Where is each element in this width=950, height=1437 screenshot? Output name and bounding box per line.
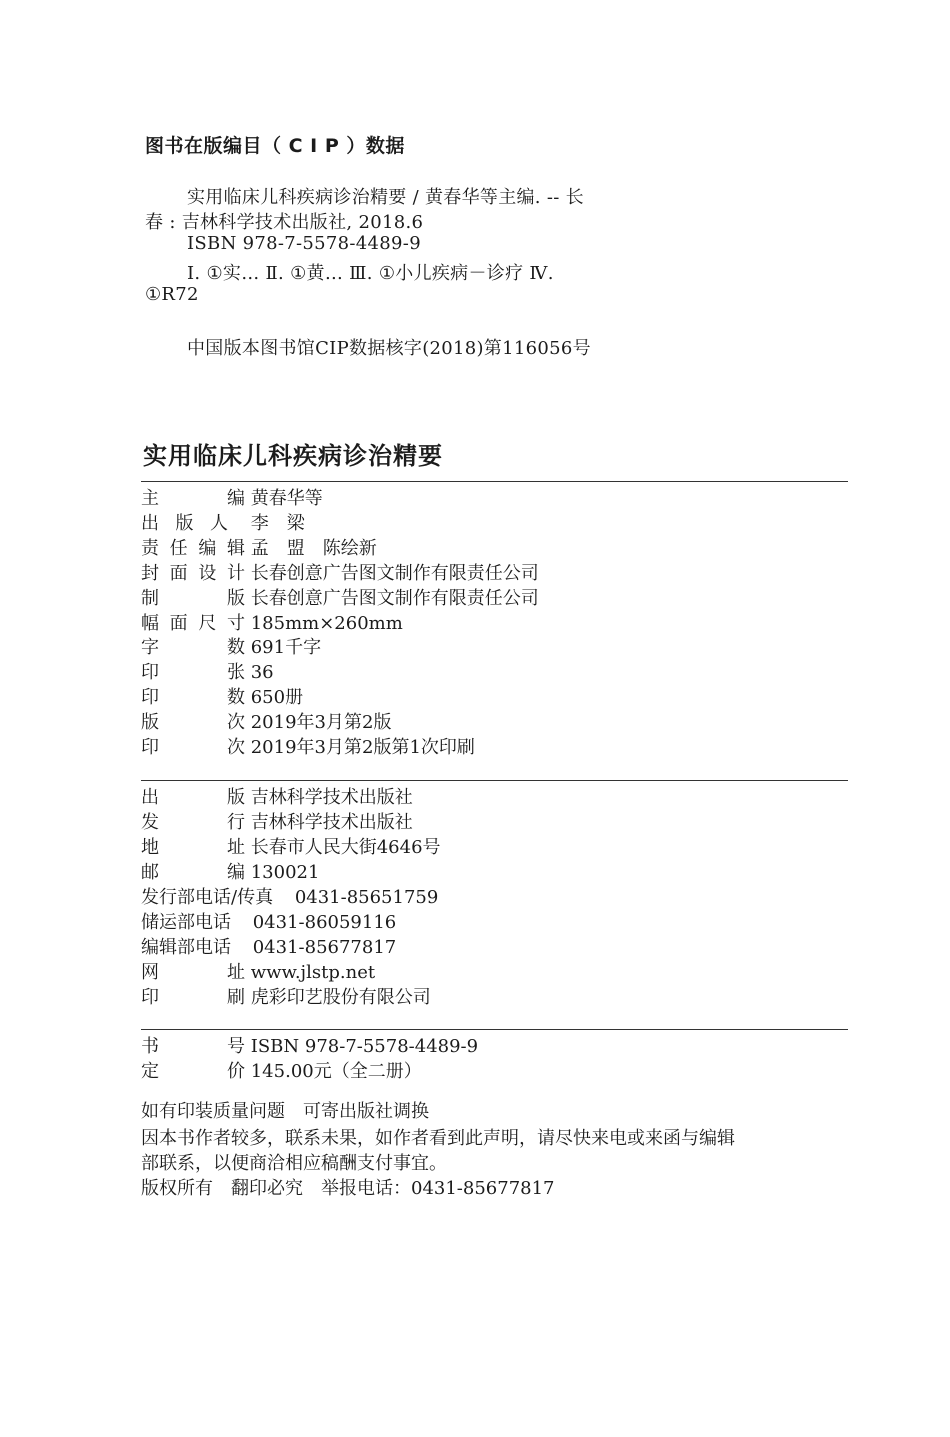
info-label: 编辑部电话 — [141, 937, 231, 958]
notice-copyright — [141, 1177, 555, 1201]
pub-row-distributor — [141, 811, 413, 835]
cip-line-5: ①R72 — [145, 284, 199, 305]
info-value: 黄春华等 — [250, 488, 323, 509]
website-link: www.jlstp.net — [250, 962, 376, 983]
pub-row-storage-phone — [141, 911, 396, 935]
notice-quality — [141, 1100, 429, 1124]
info-label: 出版人 — [141, 513, 228, 534]
info-label: 责任编辑 — [141, 538, 245, 559]
notice-authors-cont: 部联系，以便商洽相应稿酬支付事宜。 — [141, 1153, 447, 1174]
info-label: 发行 — [141, 812, 245, 833]
cip-line-4: Ⅰ. ①实… Ⅱ. ①黄… Ⅲ. ①小儿疾病－诊疗 Ⅳ. — [187, 263, 554, 284]
info-value: 691千字 — [250, 637, 322, 658]
info-row-word-count — [141, 636, 321, 660]
info-value: 0431-85651759 — [294, 887, 439, 908]
pub-row-postcode — [141, 861, 319, 885]
cip-line-3: ISBN 978-7-5578-4489-9 — [187, 233, 421, 254]
divider — [141, 1029, 848, 1030]
info-row-edition — [141, 711, 391, 735]
cip-verification: 中国版本图书馆CIP数据核字(2018)第116056号 — [187, 338, 591, 359]
info-label: 网址 — [141, 962, 245, 983]
info-value: 吉林科学技术出版社 — [250, 787, 413, 808]
notice-text: 举报电话：0431-85677817 — [321, 1178, 555, 1199]
book-title: 实用临床儿科疾病诊治精要 — [143, 442, 443, 470]
price-row-isbn — [141, 1035, 478, 1059]
info-label: 主编 — [141, 488, 245, 509]
pub-row-editorial-phone — [141, 936, 396, 960]
info-row-print-count — [141, 686, 303, 710]
divider — [141, 481, 848, 482]
info-label: 印刷 — [141, 987, 245, 1008]
pub-row-address — [141, 836, 441, 860]
pub-row-publisher — [141, 786, 413, 810]
info-value: ISBN 978-7-5578-4489-9 — [250, 1036, 479, 1057]
info-label: 储运部电话 — [141, 912, 231, 933]
info-value: 长春创意广告图文制作有限责任公司 — [250, 588, 539, 609]
info-label: 制版 — [141, 588, 245, 609]
info-value: 0431-86059116 — [252, 912, 397, 933]
info-value: 2019年3月第2版 — [250, 712, 392, 733]
info-label: 定价 — [141, 1061, 245, 1082]
info-label: 发行部电话/传真 — [141, 887, 274, 908]
info-value: 吉林科学技术出版社 — [250, 812, 413, 833]
pub-row-sales-phone — [141, 886, 438, 910]
notice-text: 版权所有 — [141, 1178, 213, 1199]
info-label: 幅面尺寸 — [141, 613, 245, 634]
info-label: 地址 — [141, 837, 245, 858]
cip-line-2: 春 : 吉林科学技术出版社, 2018.6 — [145, 212, 424, 233]
info-value: 145.00元（全二册） — [250, 1061, 422, 1082]
info-value: 2019年3月第2版第1次印刷 — [250, 737, 475, 758]
info-label: 版次 — [141, 712, 245, 733]
notice-text: 可寄出版社调换 — [303, 1101, 429, 1122]
info-label: 印数 — [141, 687, 245, 708]
info-row-editor — [141, 487, 323, 511]
info-row-format — [141, 612, 403, 636]
info-value: 虎彩印艺股份有限公司 — [250, 987, 431, 1008]
info-row-responsible-editor — [141, 537, 377, 561]
info-value: 130021 — [250, 862, 320, 883]
info-row-sheets — [141, 661, 274, 685]
notice-text: 如有印装质量问题 — [141, 1101, 285, 1122]
info-value: 孟 盟 陈绘新 — [250, 538, 377, 559]
info-label: 字数 — [141, 637, 245, 658]
pub-row-printer — [141, 986, 431, 1010]
info-value: 李 梁 — [250, 513, 305, 534]
price-row-price — [141, 1060, 422, 1084]
info-label: 封面设计 — [141, 563, 245, 584]
info-row-publisher-person — [141, 512, 305, 536]
info-row-plate-making — [141, 587, 539, 611]
info-value: 650册 — [250, 687, 304, 708]
info-label: 印张 — [141, 662, 245, 683]
divider — [141, 780, 848, 781]
notice-text: 翻印必究 — [231, 1178, 303, 1199]
info-value: 185mm×260mm — [250, 613, 403, 634]
info-label: 书号 — [141, 1036, 245, 1057]
info-row-cover-design — [141, 562, 539, 586]
info-label: 印次 — [141, 737, 245, 758]
info-value: 36 — [250, 662, 274, 683]
info-label: 邮编 — [141, 862, 245, 883]
notice-authors: 因本书作者较多，联系未果，如作者看到此声明，请尽快来电或来函与编辑 — [141, 1128, 735, 1149]
info-row-impression — [141, 736, 475, 760]
cip-heading: 图书在版编目（ C I P ）数据 — [145, 135, 405, 157]
pub-row-website — [141, 961, 375, 985]
info-value: 0431-85677817 — [252, 937, 397, 958]
cip-line-1: 实用临床儿科疾病诊治精要 / 黄春华等主编. -- 长 — [187, 187, 584, 208]
info-value: 长春创意广告图文制作有限责任公司 — [250, 563, 539, 584]
info-value: 长春市人民大街4646号 — [250, 837, 441, 858]
info-label: 出版 — [141, 787, 245, 808]
